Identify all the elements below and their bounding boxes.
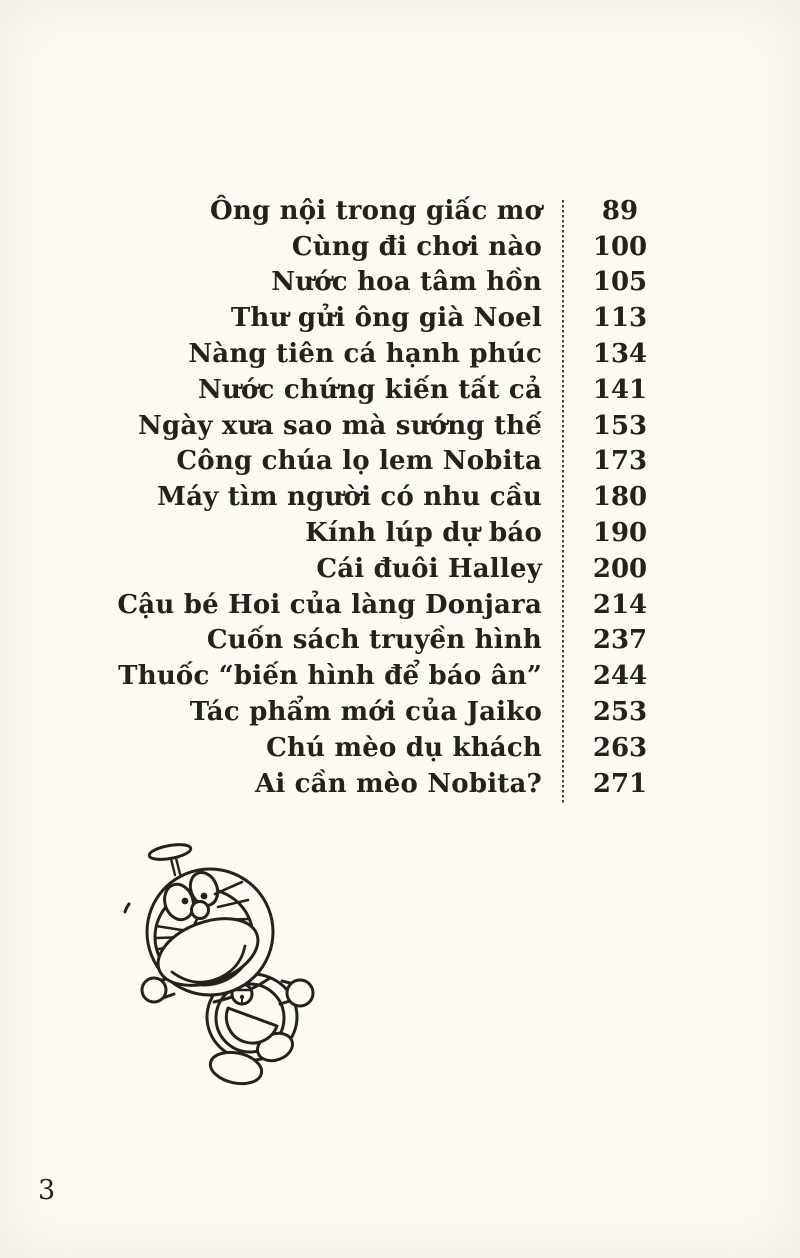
motion-tick [125,904,129,912]
toc-entry-page: 253 [592,697,648,728]
toc-entry-title: Nước chứng kiến tất cả [197,374,542,405]
takecopter-icon [148,842,192,875]
toc-row [100,587,665,623]
toc-list [100,193,665,802]
toc-entry-title: Cùng đi chơi nào [291,231,542,262]
toc-entry-page: 237 [592,625,648,656]
toc-entry-page: 200 [592,553,648,584]
toc-row [100,479,665,515]
toc-row [100,193,665,229]
toc-entry-title: Thư gửi ông già Noel [230,303,542,334]
toc-entry-title: Công chúa lọ lem Nobita [176,446,542,477]
toc-entry-page: 214 [592,589,648,620]
toc-entry-page: 244 [592,661,648,692]
toc-row [100,444,665,480]
toc-row [100,229,665,265]
toc-row [100,515,665,551]
toc-entry-page: 173 [592,446,648,477]
toc-entry-page: 153 [592,410,648,441]
toc-row [100,694,665,730]
toc-entry-page: 113 [592,303,648,334]
toc-entry-title: Nước hoa tâm hồn [271,267,542,298]
toc-entry-title: Ngày xưa sao mà sướng thế [137,410,542,441]
doraemon-left-hand [142,978,166,1002]
toc-entry-page: 105 [592,267,648,298]
toc-entry-title: Cuốn sách truyền hình [206,625,542,656]
toc-entry-page: 190 [592,518,648,549]
toc-entry-title: Kính lúp dự báo [305,518,542,549]
toc-row [100,623,665,659]
toc-entry-title: Ai cần mèo Nobita? [254,768,542,799]
corner-page-number: 3 [38,1175,56,1206]
toc-entry-title: Chú mèo dụ khách [266,732,542,763]
toc-entry-page: 100 [592,231,648,262]
doraemon-nose [192,902,209,919]
toc-row [100,551,665,587]
toc-entry-title: Tác phẩm mới của Jaiko [189,697,542,728]
toc-entry-page: 271 [592,768,648,799]
toc-row [100,265,665,301]
toc-entry-page: 263 [592,732,648,763]
toc-entry-page: 141 [592,374,648,405]
toc-row [100,300,665,336]
toc-entry-title: Thuốc “biến hình để báo ân” [118,661,542,692]
toc-row [100,372,665,408]
toc-entry-title: Ông nội trong giấc mơ [210,195,542,226]
toc-row [100,766,665,802]
toc-row [100,408,665,444]
toc-row [100,658,665,694]
toc-entry-title: Máy tìm người có nhu cầu [157,482,542,513]
toc-entry-title: Nàng tiên cá hạnh phúc [188,339,542,370]
toc-entry-title: Cậu bé Hoi của làng Donjara [117,589,542,620]
doraemon-right-hand [287,980,313,1006]
doraemon-flying-illustration [100,832,360,1112]
toc-row [100,730,665,766]
toc-entry-title: Cái đuôi Halley [316,553,542,584]
toc-entry-page: 180 [592,482,648,513]
toc-row [100,336,665,372]
toc-entry-page: 89 [601,195,639,226]
toc-entry-page: 134 [592,339,648,370]
